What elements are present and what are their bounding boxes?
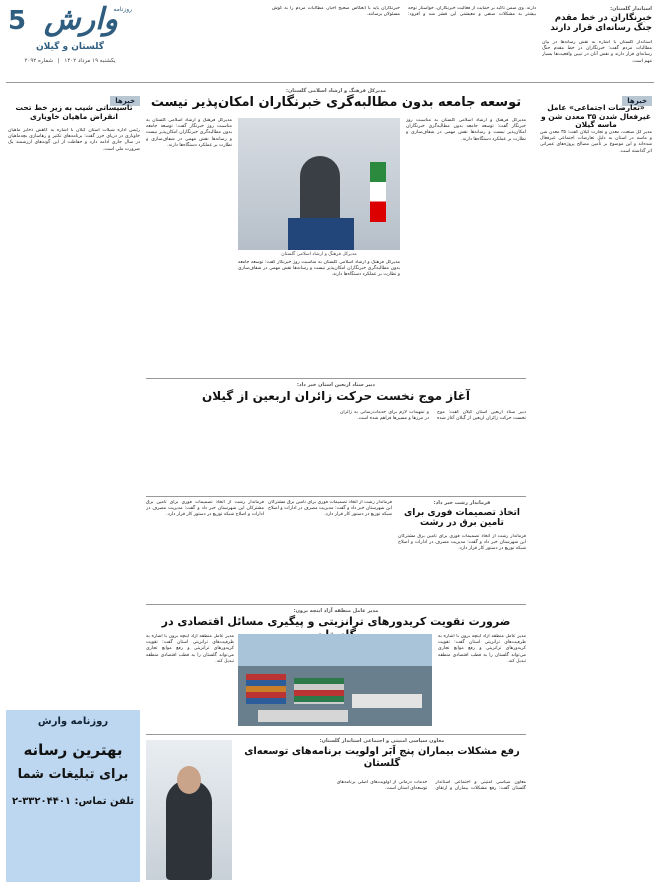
header-rule	[6, 82, 654, 83]
truck-1	[352, 694, 422, 708]
logo-sub: روزنامه	[113, 6, 132, 13]
main-kicker: مدیرکل فرهنگ و ارشاد اسلامی گلستان:	[286, 88, 386, 94]
ad-line2: برای تبلیغات شما	[17, 767, 129, 782]
left-box1-title: تاسیساتی شیب به زیر خط تحت انقراض ماهیان خاویاری	[15, 103, 133, 121]
top-left-text: دارند. وی ضمن تأکید بر حمایت از فعالیت خبرنگاران، خواستار توجه بیشتر به مشکلات صنفی و معیشتی این قشر شد و افزود: خبرنگاران باید با انعکاس صحیح اخبار، مطالبات مردم را به گوش مسئولان برسانند.	[272, 6, 536, 18]
rule-3	[146, 604, 526, 605]
mid-text: دبیر ستاد اربعین استان گیلان گفت: موج نخست حرکت زائران اربعین از گیلان آغاز شده و تمهیدات لازم برای خدمات‌رسانی به زائران در مرزها و مسیرها فراهم شده است.	[340, 410, 526, 422]
ad-line1: بهترین رسانه	[23, 741, 123, 759]
left-box1-text: رئیس اداره شیلات استان گیلان با اشاره به کاهش ذخایر ماهیان خاویاری در دریای خزر گفت: برنامه‌های تکثیر و رهاسازی بچه‌ماهیان در سال جاری ادامه دارد و حفاظت از این گونه‌های ارزشمند یک ضرورت ملی است.	[8, 128, 140, 152]
mid-title: آغاز موج نخست حرکت زائران اربعین از گیلان	[201, 389, 471, 403]
person-shape	[166, 780, 212, 880]
corridor-photo	[238, 634, 432, 726]
top-right-title: خبرنگاران در خط مقدم جنگ رسانه‌ای قرار دارند	[550, 13, 652, 33]
face-shape	[177, 766, 201, 794]
rule-4	[146, 734, 526, 735]
main-title: توسعه جامعه بدون مطالبه‌گری خبرنگاران امکان‌پذیر نیست	[150, 95, 522, 110]
main-text-right: مدیرکل فرهنگ و ارشاد اسلامی گلستان به مناسبت روز خبرنگار گفت: توسعه جامعه بدون مطالبه‌گری خبرنگاران امکان‌پذیر نیست و رسانه‌ها نقش مهمی در شفاف‌سازی و نظارت بر عملکرد دستگاه‌ها دارند.	[406, 118, 526, 142]
ad-box	[6, 710, 140, 882]
ad-phone-label: تلفن تماس:	[74, 796, 135, 807]
main-text-left: مدیرکل فرهنگ و ارشاد اسلامی گلستان به مناسبت روز خبرنگار گفت: توسعه جامعه بدون مطالبه‌گری خبرنگاران امکان‌پذیر نیست و رسانه‌ها نقش مهمی در شفاف‌سازی و نظارت بر عملکرد دستگاه‌ها دارند.	[146, 118, 232, 148]
corridor-text-right: مدیر عامل منطقه آزاد اینچه برون با اشاره به ظرفیت‌های ترانزیتی استان گفت: تقویت کریدورهای ترانزیتی و رفع موانع تجاری می‌تواند گلستان را به قطب اقتصادی منطقه تبدیل کند.	[438, 634, 526, 664]
flag-shape	[370, 162, 386, 222]
elec-title: اتخاذ تصمیمات فوری برای تامین برق در رشت	[403, 508, 521, 529]
rule-2	[146, 496, 526, 497]
ad-title: روزنامه وارش	[37, 716, 109, 727]
truck-2	[258, 710, 348, 722]
section-label: گلستان و گیلان	[35, 42, 105, 52]
podium-shape	[288, 218, 354, 250]
logo-text: وارش	[44, 2, 118, 37]
page-number: 5	[8, 6, 27, 36]
rule-1	[146, 378, 526, 379]
container-stack-1	[246, 674, 286, 704]
elec-side-text-mid: فرماندار رشت از اتخاذ تصمیمات فوری برای تامین برق مشترکان این شهرستان خبر داد و گفت: مدیریت مصرف در ادارات و اصلاح شبکه توزیع در دستور کار قرار دارد.	[268, 500, 392, 518]
corridor-text-left: مدیر عامل منطقه آزاد اینچه برون با اشاره به ظرفیت‌های ترانزیتی استان گفت: تقویت کریدورهای ترانزیتی و رفع موانع تجاری می‌تواند گلستان را به قطب اقتصادی منطقه تبدیل کند.	[146, 634, 234, 664]
main-photo-caption: مدیرکل فرهنگ و ارشاد اسلامی گلستان	[281, 252, 357, 257]
top-right-kicker: استاندار گلستان:	[610, 6, 652, 12]
elec-text: فرماندار رشت از اتخاذ تصمیمات فوری برای تامین برق مشترکان این شهرستان خبر داد و گفت: مدیریت مصرف در ادارات و اصلاح شبکه توزیع در دستور کار قرار دارد.	[398, 534, 526, 552]
bottom-photo	[146, 740, 232, 880]
left-khabar-text: خبرها	[110, 96, 140, 106]
container-stack-2	[294, 678, 344, 704]
speaker-shape	[300, 156, 340, 226]
right-box1-text: مدیر کل صنعت، معدن و تجارت گیلان گفت: ۳۵ معدن شن و ماسه در استان به دلیل تعارضات اجتماعی غیرفعال شده‌اند و این موضوع بر تأمین مصالح پروژه‌های عمرانی اثر گذاشته است.	[540, 130, 652, 154]
ad-phone: ۳۳۲۰۴۴۰۱-۲	[11, 796, 72, 807]
corridor-kicker: مدیر عامل منطقه آزاد اینچه برون:	[293, 608, 379, 614]
bottom-title: رفع مشکلات بیماران پنج اَبَر اولویت برنامه‌های توسعه‌ای گلستان	[244, 746, 520, 769]
issue-line: یکشنبه ۱۹ مرداد ۱۴۰۲ | شماره ۲۰۹۲	[24, 58, 116, 64]
ad-phone-row	[6, 796, 140, 807]
bottom-kicker: معاون سیاسی امنیتی و اجتماعی استاندار گلستان:	[319, 738, 445, 744]
masthead-logo	[32, 2, 132, 40]
corridor-title: ضرورت تقویت کریدورهای ترانزیتی و پیگیری مسائل اقتصادی در	[161, 615, 511, 628]
main-photo	[238, 118, 400, 250]
elec-kicker: فرماندار رشت خبر داد:	[433, 500, 491, 506]
issue-number: ۲۰۹۲	[24, 58, 37, 64]
bottom-text: معاون سیاسی امنیتی و اجتماعی استاندار گلستان گفت: رفع مشکلات بیماران و ارتقای خدمات درمانی از اولویت‌های اصلی برنامه‌های توسعه‌ای استان است.	[336, 780, 526, 792]
right-box1-title: «تعارضات اجتماعی» عامل غیرفعال شدن ۳۵ معدن شن و ماسه گیلان	[540, 103, 652, 130]
elec-side-text-left: فرماندار رشت از اتخاذ تصمیمات فوری برای تامین برق مشترکان این شهرستان خبر داد و گفت: مدیریت مصرف در ادارات و اصلاح شبکه توزیع در دستور کار قرار دارد.	[146, 500, 264, 518]
top-right-text: استاندار گلستان با اشاره به نقش رسانه‌ها در بیان مطالبات مردم گفت: خبرنگاران در خط مقدم جنگ رسانه‌ای قرار دارند و نقش آنان در تبیین واقعیت‌ها بسیار مهم است.	[542, 40, 652, 64]
issue-date: یکشنبه ۱۹ مرداد ۱۴۰۲	[64, 58, 116, 64]
mid-kicker: دبیر ستاد اربعین استان خبر داد:	[297, 382, 375, 388]
right-khabar-text: خبرها	[622, 96, 652, 106]
issue-label: شماره	[38, 58, 54, 64]
main-text-mid: مدیرکل فرهنگ و ارشاد اسلامی گلستان به مناسبت روز خبرنگار گفت: توسعه جامعه بدون مطالبه‌گری خبرنگاران امکان‌پذیر نیست و رسانه‌ها نقش مهمی در شفاف‌سازی و نظارت بر عملکرد دستگاه‌ها دارند.	[238, 260, 400, 278]
